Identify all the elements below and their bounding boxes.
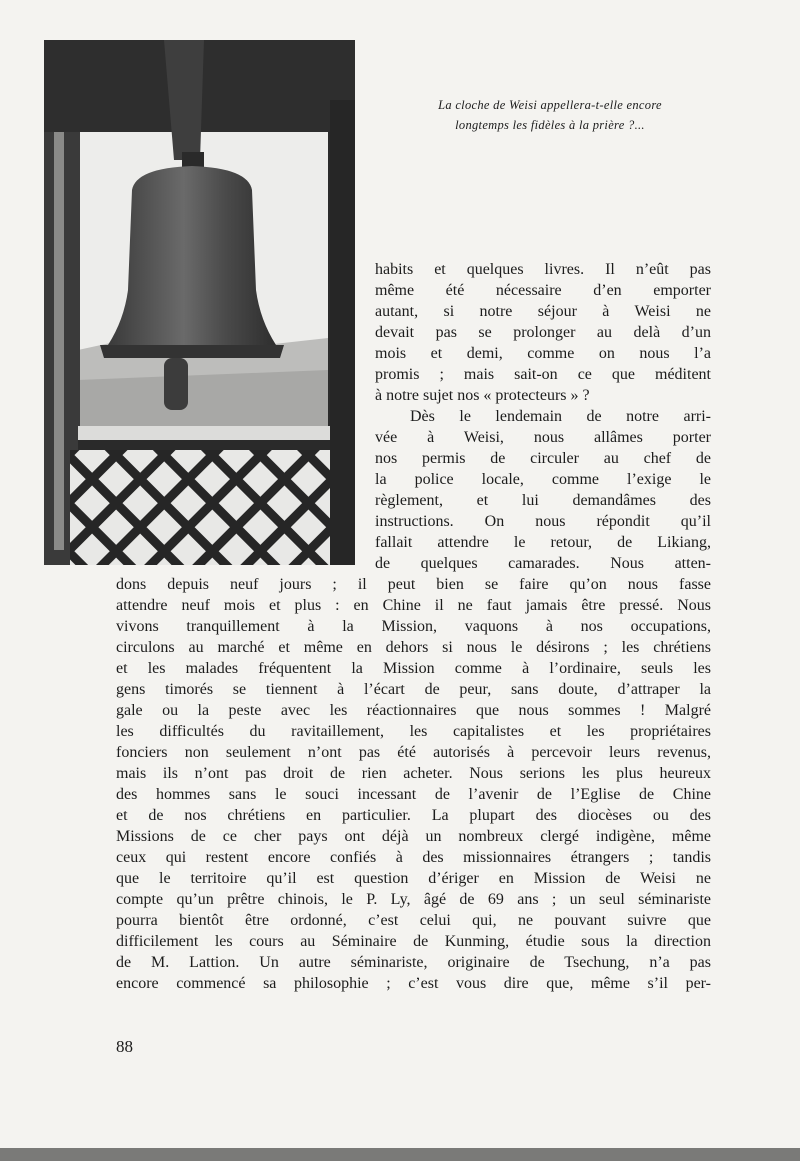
text-line: attendre neuf mois et plus : en Chine il ne faut jamais être pressé. Nous bbox=[116, 597, 711, 614]
text-line: mais ils n’ont pas droit de rien acheter. Nous serions les plus heureux bbox=[116, 765, 711, 782]
text-line: des hommes sans le souci incessant de l’avenir de l’Eglise de Chine bbox=[116, 786, 711, 803]
text-line: gale ou la peste avec les réactionnaires que nous sommes ! Malgré bbox=[116, 702, 711, 719]
text-line: ceux qui restent encore confiés à des missionnaires étrangers ; tandis bbox=[116, 849, 711, 866]
text-line: dons depuis neuf jours ; il peut bien se faire qu’on nous fasse bbox=[116, 576, 711, 593]
text-line: de M. Lattion. Un autre séminariste, originaire de Tsechung, n’a pas bbox=[116, 954, 711, 971]
bell-photograph bbox=[44, 40, 355, 565]
text-line: habits et quelques livres. Il n’eût pas bbox=[375, 261, 711, 278]
text-line: que le territoire qu’il est question d’ériger en Mission de Weisi ne bbox=[116, 870, 711, 887]
text-line: nos permis de circuler au chef de bbox=[375, 450, 711, 467]
text-line: Missions de ce cher pays ont déjà un nombreux clergé indigène, même bbox=[116, 828, 711, 845]
scan-edge bbox=[0, 1148, 800, 1161]
text-line: compte qu’un prêtre chinois, le P. Ly, âgé de 69 ans ; un seul séminariste bbox=[116, 891, 711, 908]
text-line: mois et demi, comme on nous l’a bbox=[375, 345, 711, 362]
text-line: promis ; mais sait-on ce que méditent bbox=[375, 366, 711, 383]
text-line: fonciers non seulement n’ont pas été autorisés à percevoir leurs revenus, bbox=[116, 744, 711, 761]
text-line: la police locale, comme l’exige le bbox=[375, 471, 711, 488]
text-line: de quelques camarades. Nous atten- bbox=[375, 555, 711, 572]
text-line: pourra bientôt être ordonné, c’est celui qui, ne pouvant suivre que bbox=[116, 912, 711, 929]
caption-line: longtemps les fidèles à la prière ?... bbox=[455, 118, 645, 132]
text-line: devait pas se prolonger au delà d’un bbox=[375, 324, 711, 341]
text-line: Dès le lendemain de notre arri- bbox=[410, 408, 711, 425]
text-line: fallait attendre le retour, de Likiang, bbox=[375, 534, 711, 551]
text-line: gens timorés se tiennent à l’écart de peur, sans doute, d’attraper la bbox=[116, 681, 711, 698]
text-line: vivons tranquillement à la Mission, vaquons à nos occupations, bbox=[116, 618, 711, 635]
text-line: encore commencé sa philosophie ; c’est vous dire que, même s’il per- bbox=[116, 975, 711, 992]
text-line: circulons au marché et même en dehors si nous le désirons ; les chrétiens bbox=[116, 639, 711, 656]
text-line: et de nos chrétiens en particulier. La plupart des diocèses ou des bbox=[116, 807, 711, 824]
text-line: à notre sujet nos « protecteurs » ? bbox=[375, 387, 590, 404]
text-line: difficilement les cours au Séminaire de Kunming, étudie sous la direction bbox=[116, 933, 711, 950]
page-number: 88 bbox=[116, 1037, 133, 1056]
bell-photo-icon bbox=[44, 40, 355, 565]
text-line: vée à Weisi, nous allâmes porter bbox=[375, 429, 711, 446]
text-line: et les malades fréquentent la Mission comme à l’ordinaire, seuls les bbox=[116, 660, 711, 677]
text-line: même été nécessaire d’en emporter bbox=[375, 282, 711, 299]
text-line: les difficultés du ravitaillement, les capitalistes et les propriétaires bbox=[116, 723, 711, 740]
caption-line: La cloche de Weisi appellera-t-elle encore bbox=[438, 98, 662, 112]
text-line: instructions. On nous répondit qu’il bbox=[375, 513, 711, 530]
text-line: autant, si notre séjour à Weisi ne bbox=[375, 303, 711, 320]
text-line: règlement, et lui demandâmes des bbox=[375, 492, 711, 509]
photo-caption bbox=[405, 95, 695, 135]
